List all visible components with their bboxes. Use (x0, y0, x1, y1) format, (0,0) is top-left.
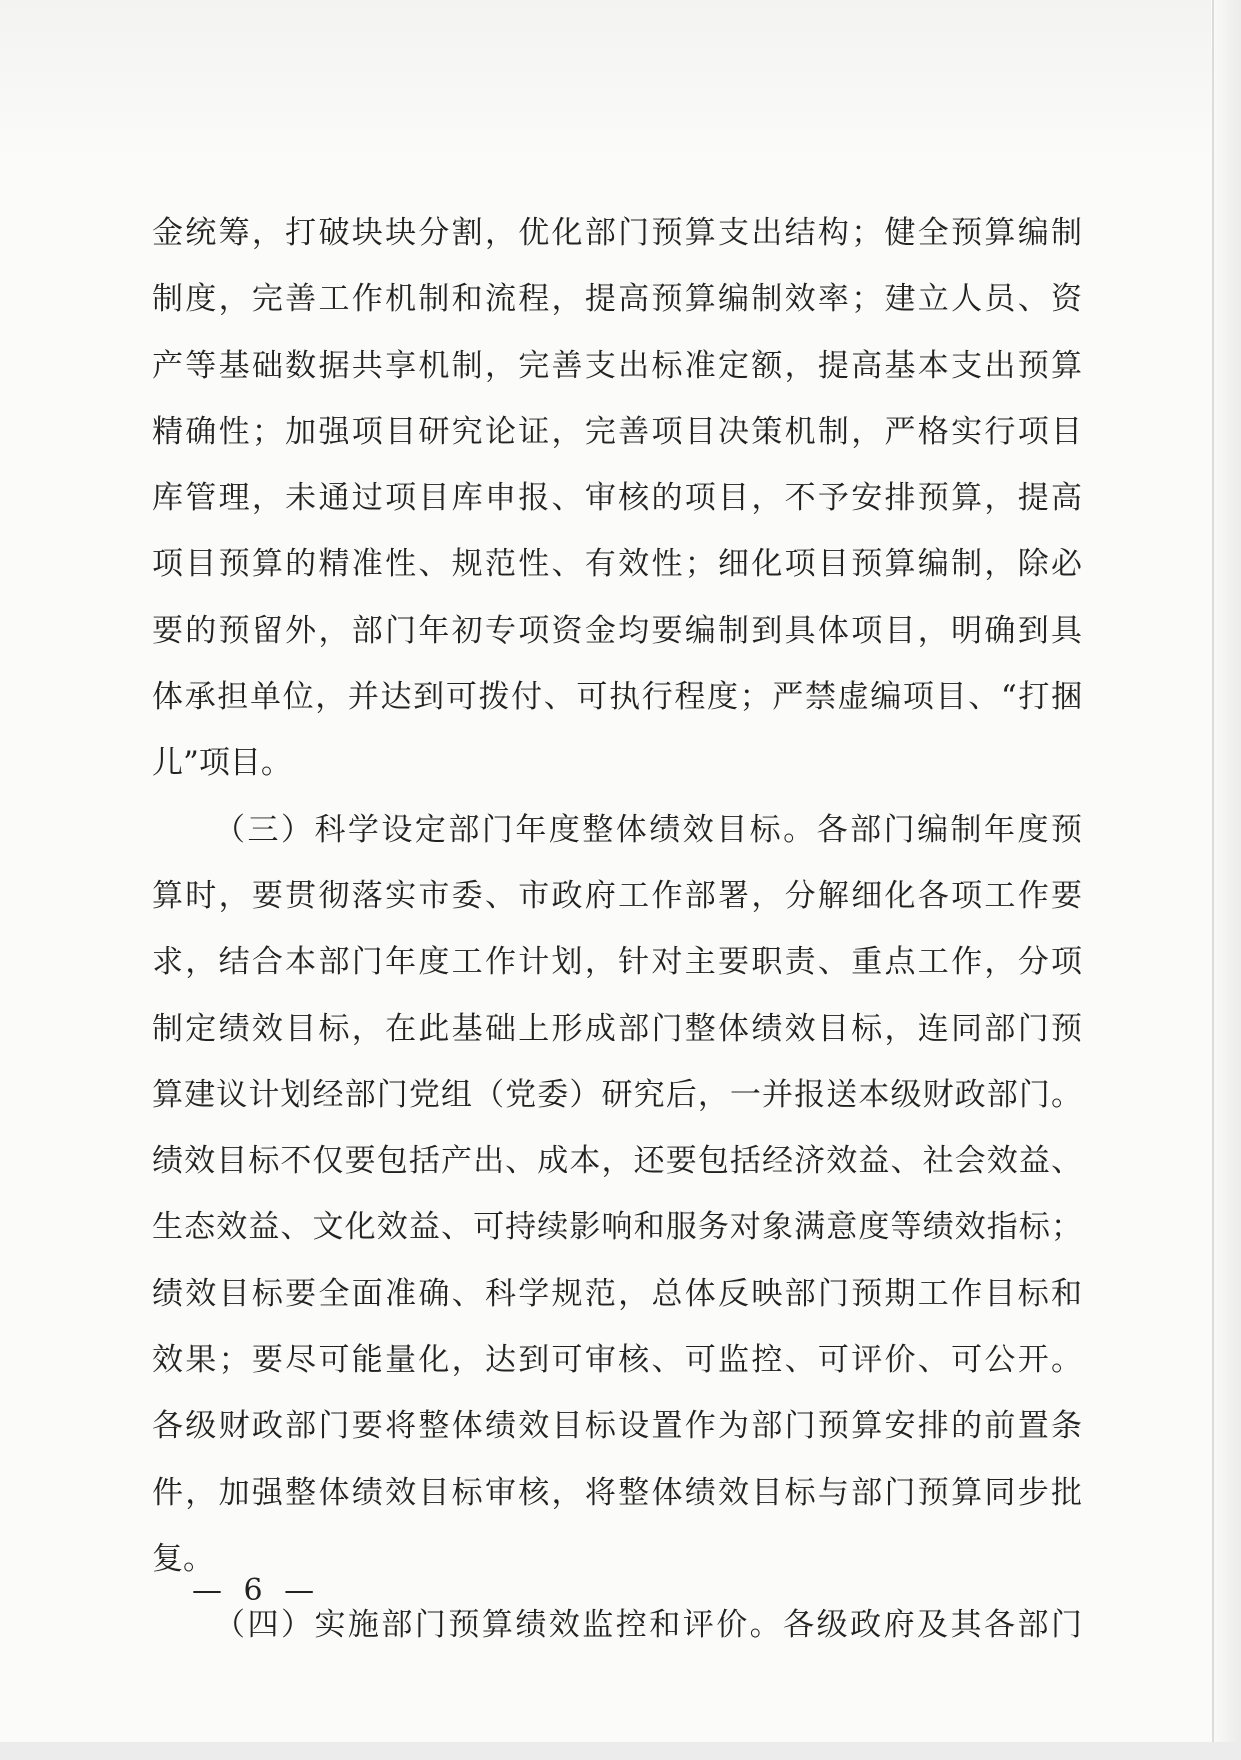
text-line: 精确性；加强项目研究论证，完善项目决策机制，严格实行项目 (152, 413, 1082, 450)
text-line: 复。 (152, 1540, 214, 1577)
text-line: 算时，要贯彻落实市委、市政府工作部署，分解细化各项工作要 (152, 877, 1082, 914)
text-line: 算建议计划经部门党组（党委）研究后，一并报送本级财政部门。 (152, 1076, 1082, 1113)
text-line: 件，加强整体绩效目标审核，将整体绩效目标与部门预算同步批 (152, 1474, 1082, 1511)
text-line: 绩效目标要全面准确、科学规范，总体反映部门预期工作目标和 (152, 1275, 1082, 1312)
text-line: 库管理，未通过项目库申报、审核的项目，不予安排预算，提高 (152, 480, 1082, 517)
text-line: 各级财政部门要将整体绩效目标设置作为部门预算安排的前置条 (152, 1408, 1082, 1445)
text-line: 效果；要尽可能量化，达到可审核、可监控、可评价、可公开。 (152, 1342, 1082, 1379)
text-line: 求，结合本部门年度工作计划，针对主要职责、重点工作，分项 (152, 944, 1082, 981)
body-text (152, 200, 1082, 1659)
text-line: 项目预算的精准性、规范性、有效性；细化项目预算编制，除必 (152, 546, 1082, 583)
text-line: 金统筹，打破块块分割，优化部门预算支出结构；健全预算编制 (152, 215, 1082, 251)
text-line: 产等基础数据共享机制，完善支出标准定额，提高基本支出预算 (152, 347, 1082, 384)
scan-edge-line (1212, 0, 1214, 1760)
text-line: 制定绩效目标，在此基础上形成部门整体绩效目标，连同部门预 (152, 1010, 1082, 1047)
section-heading-line: （四）实施部门预算绩效监控和评价。各级政府及其各部门 (214, 1607, 1082, 1644)
text-line: 绩效目标不仅要包括产出、成本，还要包括经济效益、社会效益、 (152, 1143, 1082, 1180)
text-line: 生态效益、文化效益、可持续影响和服务对象满意度等绩效指标； (152, 1209, 1082, 1246)
scan-shadow-right (1211, 0, 1241, 1760)
text-line: 体承担单位，并达到可拨付、可执行程度；严禁虚编项目、“打捆 (152, 679, 1082, 716)
scan-shadow-bottom (0, 1742, 1241, 1760)
section-heading-line: （三）科学设定部门年度整体绩效目标。各部门编制年度预 (214, 811, 1082, 848)
page-number: — 6 — (192, 1573, 321, 1608)
scan-shadow-top (0, 0, 1241, 160)
text-line: 儿”项目。 (152, 745, 292, 782)
text-line: 制度，完善工作机制和流程，提高预算编制效率；建立人员、资 (152, 281, 1082, 318)
text-line: 要的预留外，部门年初专项资金均要编制到具体项目，明确到具 (152, 612, 1082, 649)
